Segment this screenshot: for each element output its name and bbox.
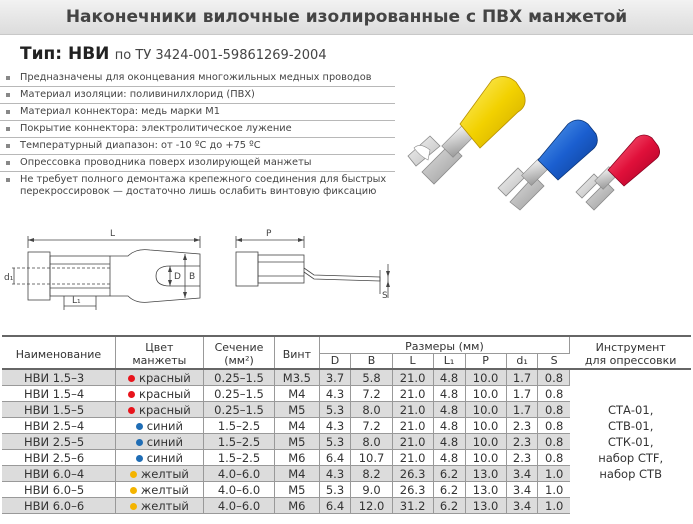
cell-dim-b: 5.8 (351, 369, 392, 386)
cell-dim-d1: 2.3 (506, 450, 538, 466)
cell-section: 1.5–2.5 (203, 418, 274, 434)
cell-section: 0.25–1.5 (203, 369, 274, 386)
list-item: Материал коннектора: медь марки М1 (0, 104, 395, 121)
cell-section: 4.0–6.0 (203, 482, 274, 498)
bullet-icon (6, 110, 10, 114)
cell-dim-p: 10.0 (465, 450, 506, 466)
cell-dim-l: 21.0 (392, 402, 433, 418)
page-title: Наконечники вилочные изолированные с ПВХ манжетой (0, 0, 693, 35)
type-line (20, 44, 327, 64)
cell-dim-p: 10.0 (465, 386, 506, 402)
col-section-header: Сечение (мм²) (203, 336, 274, 369)
cell-dim-p: 10.0 (465, 402, 506, 418)
col-s-header: S (538, 354, 570, 370)
cell-name: НВИ 1.5–5 (2, 402, 115, 418)
cell-dim-d: 3.7 (319, 369, 351, 386)
cell-section: 0.25–1.5 (203, 386, 274, 402)
cell-dim-s: 1.0 (538, 482, 570, 498)
bullet-icon (6, 127, 10, 131)
color-dot-icon (136, 439, 143, 446)
cell-dim-p: 10.0 (465, 369, 506, 386)
dim-d-label: D (174, 272, 181, 282)
col-screw-header: Винт (275, 336, 319, 369)
cell-name: НВИ 1.5–3 (2, 369, 115, 386)
cell-section: 4.0–6.0 (203, 498, 274, 514)
type-label: Тип: НВИ (20, 44, 110, 64)
col-d-header: D (319, 354, 351, 370)
cell-section: 1.5–2.5 (203, 450, 274, 466)
product-photo (400, 52, 693, 212)
cell-name: НВИ 2.5–5 (2, 434, 115, 450)
cell-dim-l: 21.0 (392, 418, 433, 434)
cell-dim-b: 8.2 (351, 466, 392, 482)
yellow-terminal-icon (408, 76, 525, 184)
cell-dim-l: 21.0 (392, 386, 433, 402)
bullet-icon (6, 144, 10, 148)
color-dot-icon (136, 423, 143, 430)
col-d1-header: d₁ (506, 354, 538, 370)
cell-screw: М5 (275, 482, 319, 498)
col-l-header: L (392, 354, 433, 370)
col-color-header: Цвет манжеты (115, 336, 203, 369)
cell-dim-b: 10.7 (351, 450, 392, 466)
cell-dim-s: 0.8 (538, 402, 570, 418)
col-dimensions-header: Размеры (мм) (319, 336, 570, 354)
cell-section: 4.0–6.0 (203, 466, 274, 482)
cell-dim-d: 6.4 (319, 498, 351, 514)
cell-screw: М5 (275, 434, 319, 450)
color-dot-icon (128, 375, 135, 382)
table-row (2, 369, 691, 386)
cell-dim-d: 4.3 (319, 466, 351, 482)
cell-screw: М6 (275, 498, 319, 514)
cell-screw: М6 (275, 450, 319, 466)
cell-dim-d1: 2.3 (506, 418, 538, 434)
cell-screw: М4 (275, 466, 319, 482)
cell-dim-d: 4.3 (319, 386, 351, 402)
dim-p-label: P (266, 229, 272, 239)
cell-name: НВИ 2.5–6 (2, 450, 115, 466)
cell-dim-p: 13.0 (465, 498, 506, 514)
bullet-icon (6, 178, 10, 182)
color-dot-icon (130, 487, 137, 494)
cell-section: 0.25–1.5 (203, 402, 274, 418)
cell-dim-s: 0.8 (538, 418, 570, 434)
col-tool-header: Инструмент для опрессовки (570, 336, 691, 369)
cell-dim-b: 9.0 (351, 482, 392, 498)
cell-dim-l: 26.3 (392, 466, 433, 482)
cell-dim-d1: 1.7 (506, 386, 538, 402)
feature-list (0, 70, 395, 200)
cell-dim-d: 6.4 (319, 450, 351, 466)
color-dot-icon (130, 503, 137, 510)
cell-color: желтый (115, 498, 203, 514)
cell-dim-d1: 2.3 (506, 434, 538, 450)
cell-color: синий (115, 418, 203, 434)
drawing-top-view (0, 224, 215, 324)
cell-name: НВИ 6.0–6 (2, 498, 115, 514)
cell-dim-b: 8.0 (351, 434, 392, 450)
bullet-icon (6, 93, 10, 97)
cell-dim-l: 26.3 (392, 482, 433, 498)
cell-dim-d1: 1.7 (506, 402, 538, 418)
cell-dim-s: 0.8 (538, 434, 570, 450)
color-dot-icon (130, 471, 137, 478)
col-l1-header: L₁ (433, 354, 465, 370)
cell-dim-l1: 4.8 (433, 369, 465, 386)
cell-color: красный (115, 386, 203, 402)
cell-section: 1.5–2.5 (203, 434, 274, 450)
cell-name: НВИ 2.5–4 (2, 418, 115, 434)
cell-dim-d: 5.3 (319, 402, 351, 418)
drawing-side-view (232, 224, 397, 324)
cell-color: красный (115, 369, 203, 386)
dim-b-label: B (189, 272, 196, 282)
list-item: Покрытие коннектора: электролитическое лужение (0, 121, 395, 138)
cell-dim-d1: 3.4 (506, 466, 538, 482)
type-standard: по ТУ 3424-001-59861269-2004 (114, 48, 327, 63)
cell-screw: М4 (275, 418, 319, 434)
cell-name: НВИ 6.0–4 (2, 466, 115, 482)
cell-dim-b: 7.2 (351, 386, 392, 402)
list-item: Температурный диапазон: от -10 ºC до +75 ºC (0, 138, 395, 155)
cell-dim-s: 0.8 (538, 386, 570, 402)
cell-dim-b: 12.0 (351, 498, 392, 514)
cell-dim-l1: 6.2 (433, 466, 465, 482)
list-item: Предназначены для оконцевания многожильных медных проводов (0, 70, 395, 87)
cell-dim-s: 1.0 (538, 498, 570, 514)
cell-dim-s: 0.8 (538, 369, 570, 386)
cell-tool: СТА-01, СТВ-01, СТК-01, набор CTF, набор СТВ (570, 369, 691, 514)
col-p-header: P (465, 354, 506, 370)
cell-color: желтый (115, 466, 203, 482)
cell-dim-l1: 4.8 (433, 434, 465, 450)
spec-table (2, 335, 691, 514)
col-name-header: Наименование (2, 336, 115, 369)
cell-dim-b: 7.2 (351, 418, 392, 434)
cell-dim-l: 21.0 (392, 369, 433, 386)
cell-dim-d1: 3.4 (506, 482, 538, 498)
cell-screw: М3.5 (275, 369, 319, 386)
cell-screw: М4 (275, 386, 319, 402)
cell-color: синий (115, 450, 203, 466)
cell-dim-d: 4.3 (319, 418, 351, 434)
cell-name: НВИ 6.0–5 (2, 482, 115, 498)
dim-d1-label: d₁ (4, 273, 14, 283)
cell-color: синий (115, 434, 203, 450)
cell-dim-l1: 4.8 (433, 402, 465, 418)
cell-dim-l1: 6.2 (433, 498, 465, 514)
cell-color: красный (115, 402, 203, 418)
cell-dim-d1: 3.4 (506, 498, 538, 514)
cell-dim-l: 31.2 (392, 498, 433, 514)
cell-name: НВИ 1.5–4 (2, 386, 115, 402)
cell-dim-d: 5.3 (319, 434, 351, 450)
col-b-header: B (351, 354, 392, 370)
cell-color: желтый (115, 482, 203, 498)
cell-dim-p: 13.0 (465, 466, 506, 482)
cell-screw: М5 (275, 402, 319, 418)
cell-dim-p: 10.0 (465, 434, 506, 450)
cell-dim-l1: 6.2 (433, 482, 465, 498)
cell-dim-b: 8.0 (351, 402, 392, 418)
list-item: Не требует полного демонтажа крепежного соединения для быстрых перекроссировок — достаточно лишь ослабить винтовую фиксацию (0, 172, 395, 200)
color-dot-icon (136, 455, 143, 462)
cell-dim-l1: 4.8 (433, 450, 465, 466)
dim-l-label: L (110, 229, 116, 239)
cell-dim-p: 13.0 (465, 482, 506, 498)
list-item: Опрессовка проводника поверх изолирующей манжеты (0, 155, 395, 172)
dim-s-label: S (382, 291, 388, 301)
color-dot-icon (128, 407, 135, 414)
cell-dim-l: 21.0 (392, 450, 433, 466)
cell-dim-d: 5.3 (319, 482, 351, 498)
cell-dim-d1: 1.7 (506, 369, 538, 386)
cell-dim-p: 10.0 (465, 418, 506, 434)
list-item: Материал изоляции: поливинилхлорид (ПВХ) (0, 87, 395, 104)
color-dot-icon (128, 391, 135, 398)
cell-dim-l1: 4.8 (433, 418, 465, 434)
cell-dim-l1: 4.8 (433, 386, 465, 402)
cell-dim-s: 0.8 (538, 450, 570, 466)
cell-dim-l: 21.0 (392, 434, 433, 450)
bullet-icon (6, 76, 10, 80)
cell-dim-s: 1.0 (538, 466, 570, 482)
dim-l1-label: L₁ (72, 296, 81, 306)
bullet-icon (6, 161, 10, 165)
